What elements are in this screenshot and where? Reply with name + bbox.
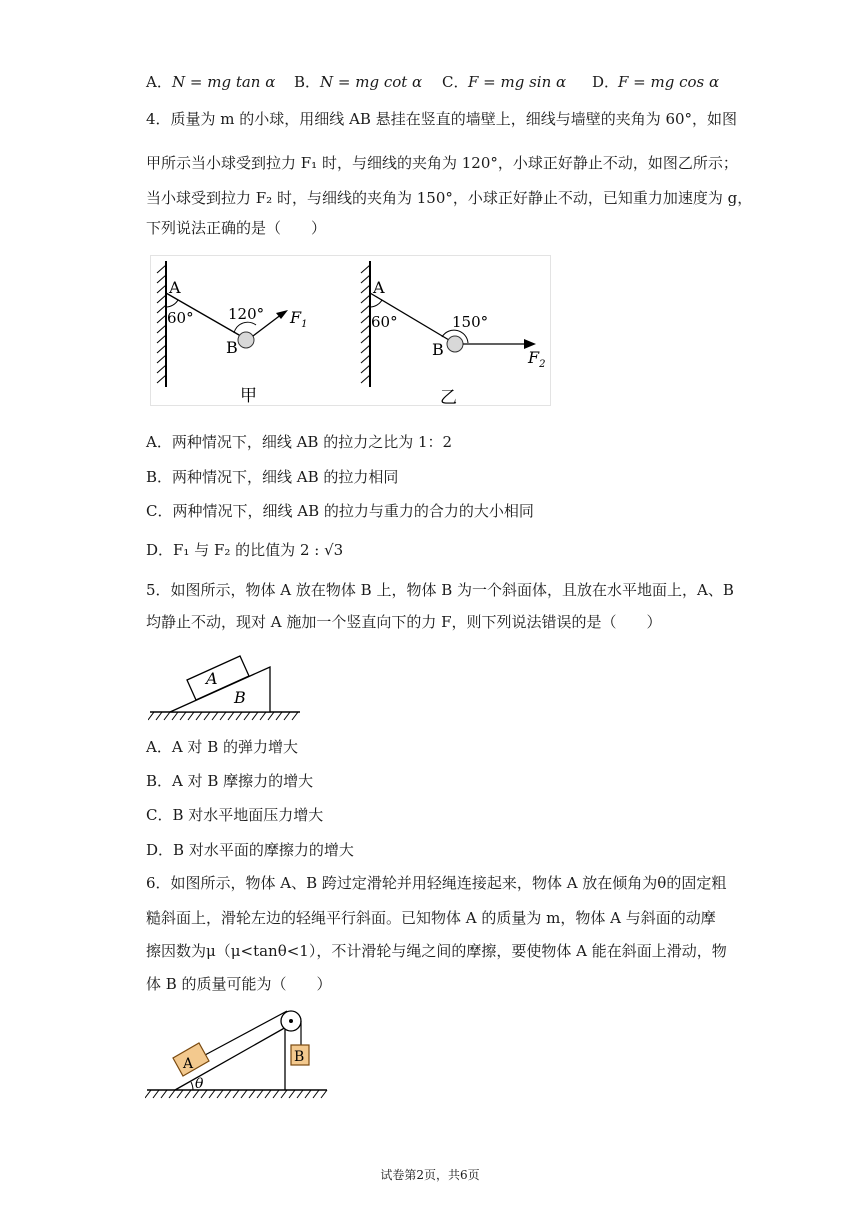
q5-option-a: A．A 对 B 的弹力增大 [146, 738, 298, 756]
point-a-label-right: A [373, 278, 385, 297]
point-b-label-left: B [226, 338, 238, 357]
q5-option-d: D．B 对水平面的摩擦力的增大 [146, 841, 354, 859]
force-angle-label-left: 120° [228, 305, 265, 323]
q3-option-b-letter: B． [294, 73, 321, 91]
q3-option-d-letter: D． [592, 73, 620, 91]
q4-stem-line-2: 甲所示当小球受到拉力 F₁ 时，与细线的夹角为 120°，小球正好静止不动，如图乙所示； [146, 154, 738, 172]
force-angle-label-right: 150° [452, 313, 489, 331]
figure-caption-yi: 乙 [440, 388, 457, 407]
q3-option-a-letter: A． [146, 73, 172, 91]
q4-stem-line-3: 当小球受到拉力 F₂ 时，与细线的夹角为 150°，小球正好静止不动，已知重力加速度为 g， [146, 189, 753, 207]
wall-angle-label-right: 60° [371, 313, 398, 331]
q5-option-c: C．B 对水平地面压力增大 [146, 806, 324, 824]
q3-option-c-formula: F = mg sin α [468, 73, 567, 91]
theta-arc [191, 1082, 193, 1090]
block-a-label: A [206, 669, 218, 688]
q6-stem-line-2: 糙斜面上，滑轮左边的轻绳平行斜面。已知物体 A 的质量为 m，物体 A 与斜面的动摩 [146, 909, 716, 927]
ball-right [447, 336, 463, 352]
ground-hatch [148, 712, 298, 720]
q4-option-b: B．两种情况下，细线 AB 的拉力相同 [146, 468, 399, 486]
point-b-label-right: B [432, 340, 444, 359]
q5-option-b: B．A 对 B 摩擦力的增大 [146, 772, 314, 790]
page-footer: 试卷第2页，共6页 [380, 1168, 480, 1182]
point-a-label-left: A [169, 278, 181, 297]
force-f1-label: $F_1$ [290, 308, 308, 330]
theta-label: θ [195, 1076, 204, 1092]
q4-stem-line-1: 4．质量为 m 的小球，用细线 AB 悬挂在竖直的墙壁上，细线与墙壁的夹角为 60°，如图 [146, 110, 738, 128]
force-f2-label: $F_2$ [528, 348, 546, 370]
q4-option-d: D．F₁ 与 F₂ 的比值为 2 : √3 [146, 541, 344, 559]
q3-option-d-formula: F = mg cos α [618, 73, 720, 91]
q6-stem-line-1: 6．如图所示，物体 A、B 跨过定滑轮并用轻绳连接起来，物体 A 放在倾角为θ的固定粗 [146, 874, 727, 892]
q3-option-b-formula: N = mg cot α [320, 73, 423, 91]
wedge-b-label: B [234, 688, 246, 707]
q6-figure [145, 1005, 331, 1105]
q4-stem-line-4: 下列说法正确的是（ ） [146, 219, 327, 237]
q6-stem-line-3: 擦因数为μ（μ<tanθ<1），不计滑轮与绳之间的摩擦，要使物体 A 能在斜面上滑动，物 [146, 942, 727, 960]
q5-figure [148, 645, 304, 725]
q3-option-c-letter: C． [442, 73, 469, 91]
ball-left [238, 332, 254, 348]
q3-option-a-formula: N = mg tan α [172, 73, 276, 91]
q4-figure [150, 255, 552, 407]
q6-stem-line-4: 体 B 的质量可能为（ ） [146, 975, 332, 993]
block-b-label: B [294, 1049, 305, 1065]
q5-stem-line-2: 均静止不动，现对 A 施加一个竖直向下的力 F，则下列说法错误的是（ ） [146, 613, 662, 631]
q4-option-c: C．两种情况下，细线 AB 的拉力与重力的合力的大小相同 [146, 502, 534, 520]
ground-hatch [145, 1090, 327, 1098]
q4-option-a: A．两种情况下，细线 AB 的拉力之比为 1：2 [146, 433, 453, 451]
q5-stem-line-1: 5．如图所示，物体 A 放在物体 B 上，物体 B 为一个斜面体，且放在水平地面上，A、B [146, 581, 734, 599]
block-a-label: A [183, 1056, 194, 1072]
wall-angle-label-left: 60° [167, 309, 194, 327]
figure-caption-jia: 甲 [240, 386, 257, 406]
pulley-axle [289, 1019, 293, 1023]
